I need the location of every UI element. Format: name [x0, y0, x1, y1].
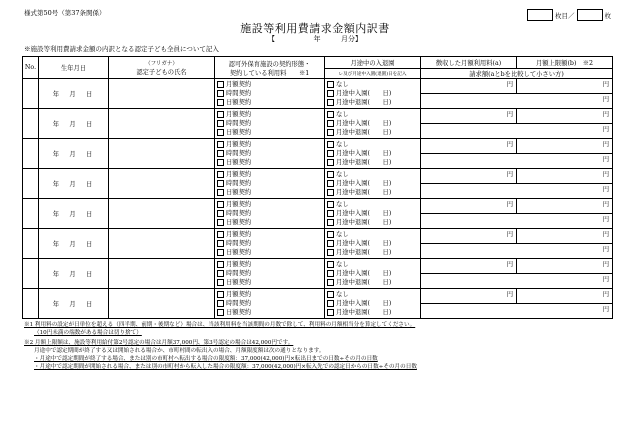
- row-no: [23, 289, 39, 319]
- birth-date-cell[interactable]: 年 月 日: [39, 169, 109, 199]
- contract-option-checkbox[interactable]: 時間契約: [217, 269, 322, 278]
- enroll-cell: [325, 169, 421, 199]
- enroll-cell: [325, 199, 421, 229]
- claim-amount-cell[interactable]: [421, 304, 613, 319]
- footnote-2a: ※2 月額上限額は、施設等利用給付第2号認定の場合は月額37,000円、第3号認定の場合は42,000円です。: [24, 340, 294, 346]
- enroll-cell: [325, 139, 421, 169]
- cap-amount-cell[interactable]: [517, 199, 613, 214]
- enroll-option-checkbox[interactable]: なし: [327, 200, 418, 209]
- row-no: [23, 199, 39, 229]
- birth-date-cell[interactable]: 年 月 日: [39, 259, 109, 289]
- enroll-option-checkbox[interactable]: 月途中退園( 日): [327, 128, 418, 137]
- yen-label: 円: [506, 231, 513, 238]
- fee-amount-cell[interactable]: [421, 139, 517, 154]
- row-no: [23, 169, 39, 199]
- enroll-option-checkbox[interactable]: なし: [327, 230, 418, 239]
- yen-label: 円: [506, 261, 513, 268]
- fee-amount-cell[interactable]: [421, 229, 517, 244]
- yen-label: 円: [602, 246, 609, 253]
- enroll-option-checkbox[interactable]: 月途中退園( 日): [327, 248, 418, 257]
- header-claim: 請求額(aとbを比較して小さい方): [421, 69, 613, 79]
- enroll-option-checkbox[interactable]: なし: [327, 140, 418, 149]
- contract-type-cell: [215, 229, 325, 259]
- detail-table: [22, 56, 613, 319]
- fee-amount-cell[interactable]: [421, 199, 517, 214]
- footnote-1a: ※1 利用料の設定が日単位を超える（四半期、前期・後期など）場合は、当該利用料を当該期間の月数で除して、利用料の月額相当分を算定してください。: [24, 322, 416, 328]
- contract-option-checkbox[interactable]: 月額契約: [217, 80, 322, 89]
- yen-label: 円: [602, 276, 609, 283]
- claim-amount-cell[interactable]: [421, 124, 613, 139]
- form-number: 様式第50号（第37条関係）: [24, 9, 106, 17]
- enroll-cell: [325, 109, 421, 139]
- yen-label: 円: [602, 201, 609, 208]
- birth-date-cell[interactable]: 年 月 日: [39, 199, 109, 229]
- cap-amount-cell[interactable]: [517, 259, 613, 274]
- child-name-cell[interactable]: [109, 199, 215, 229]
- contract-option-checkbox[interactable]: 月額契約: [217, 170, 322, 179]
- claim-amount-cell[interactable]: [421, 244, 613, 259]
- footnote-2d: ・月途中で認定期間が開始される場合、または別の市町村から転入した場合の限度額：37,000(42,000)円×転入先での認定日からの日数÷その月の日数: [34, 364, 417, 370]
- header-enroll-sub: レ及び月途中入園(退園)日を記入: [325, 69, 421, 79]
- contract-type-cell: [215, 109, 325, 139]
- contract-option-checkbox[interactable]: 月額契約: [217, 140, 322, 149]
- footnote-2c: ・月途中で認定期間が終了する場合、または別の市町村へ転出する場合の限度額：37,000(42,000)円×転出日までの日数÷その月の日数: [34, 356, 378, 362]
- enroll-option-checkbox[interactable]: 月途中退園( 日): [327, 278, 418, 287]
- yen-label: 円: [506, 201, 513, 208]
- yen-label: 円: [602, 216, 609, 223]
- cap-amount-cell[interactable]: [517, 109, 613, 124]
- birth-date-cell[interactable]: 年 月 日: [39, 79, 109, 109]
- contract-option-checkbox[interactable]: 月額契約: [217, 110, 322, 119]
- cap-amount-cell[interactable]: [517, 289, 613, 304]
- yen-label: 円: [506, 171, 513, 178]
- contract-option-checkbox[interactable]: 時間契約: [217, 179, 322, 188]
- header-no: No.: [23, 57, 39, 79]
- contract-option-checkbox[interactable]: 日額契約: [217, 98, 322, 107]
- birth-date-cell[interactable]: 年 月 日: [39, 229, 109, 259]
- fee-amount-cell[interactable]: [421, 109, 517, 124]
- child-name-cell[interactable]: [109, 259, 215, 289]
- year-month-line: 【 年 月分】: [268, 35, 362, 43]
- fee-amount-cell[interactable]: [421, 259, 517, 274]
- contract-option-checkbox[interactable]: 月額契約: [217, 230, 322, 239]
- contract-type-cell: [215, 139, 325, 169]
- contract-option-checkbox[interactable]: 日額契約: [217, 158, 322, 167]
- cap-amount-cell[interactable]: [517, 79, 613, 94]
- birth-date-cell[interactable]: 年 月 日: [39, 109, 109, 139]
- enroll-option-checkbox[interactable]: 月途中退園( 日): [327, 98, 418, 107]
- contract-option-checkbox[interactable]: 時間契約: [217, 239, 322, 248]
- page-total-label: 枚: [604, 11, 611, 20]
- footnote-2b: 月途中で認定期間が終了する又は開始される場合か、市町村間の転出入の場合、月額限度額は次の通りとなります。: [34, 348, 325, 354]
- table-row: [23, 229, 613, 244]
- birth-date-cell[interactable]: 年 月 日: [39, 289, 109, 319]
- child-name-cell[interactable]: [109, 229, 215, 259]
- document-title: 施設等利用費請求金額内訳書: [240, 22, 390, 35]
- yen-label: 円: [506, 141, 513, 148]
- yen-label: 円: [602, 156, 609, 163]
- claim-amount-cell[interactable]: [421, 154, 613, 169]
- contract-type-cell: [215, 79, 325, 109]
- contract-option-checkbox[interactable]: 日額契約: [217, 308, 322, 317]
- contract-type-cell: [215, 169, 325, 199]
- contract-option-checkbox[interactable]: 時間契約: [217, 89, 322, 98]
- enroll-cell: [325, 289, 421, 319]
- child-name-cell[interactable]: [109, 289, 215, 319]
- yen-label: 円: [602, 171, 609, 178]
- enroll-option-checkbox[interactable]: 月途中退園( 日): [327, 308, 418, 317]
- fee-amount-cell[interactable]: [421, 289, 517, 304]
- table-row: [23, 79, 613, 94]
- enroll-option-checkbox[interactable]: なし: [327, 110, 418, 119]
- yen-label: 円: [602, 81, 609, 88]
- child-name-cell[interactable]: [109, 169, 215, 199]
- child-name-cell[interactable]: [109, 79, 215, 109]
- contract-option-checkbox[interactable]: 日額契約: [217, 128, 322, 137]
- enroll-cell: [325, 79, 421, 109]
- enroll-option-checkbox[interactable]: 月途中退園( 日): [327, 218, 418, 227]
- contract-option-checkbox[interactable]: 時間契約: [217, 119, 322, 128]
- contract-option-checkbox[interactable]: 月額契約: [217, 290, 322, 299]
- header-fee: 徴収した月額利用料(a): [421, 57, 517, 69]
- enroll-option-checkbox[interactable]: 月途中退園( 日): [327, 158, 418, 167]
- table-row: [23, 169, 613, 184]
- yen-label: 円: [602, 306, 609, 313]
- claim-amount-cell[interactable]: [421, 214, 613, 229]
- enroll-option-checkbox[interactable]: なし: [327, 170, 418, 179]
- enroll-option-checkbox[interactable]: なし: [327, 290, 418, 299]
- yen-label: 円: [602, 126, 609, 133]
- enroll-option-checkbox[interactable]: なし: [327, 80, 418, 89]
- enroll-cell: [325, 259, 421, 289]
- header-name: （フリガナ） 認定子どもの氏名: [109, 57, 215, 79]
- yen-label: 円: [602, 96, 609, 103]
- yen-label: 円: [506, 291, 513, 298]
- table-row: [23, 199, 613, 214]
- enroll-option-checkbox[interactable]: 月途中入園( 日): [327, 119, 418, 128]
- contract-option-checkbox[interactable]: 日額契約: [217, 188, 322, 197]
- contract-option-checkbox[interactable]: 月額契約: [217, 260, 322, 269]
- contract-option-checkbox[interactable]: 日額契約: [217, 218, 322, 227]
- contract-option-checkbox[interactable]: 日額契約: [217, 248, 322, 257]
- contract-option-checkbox[interactable]: 月額契約: [217, 200, 322, 209]
- enroll-option-checkbox[interactable]: 月途中入園( 日): [327, 149, 418, 158]
- enroll-option-checkbox[interactable]: 月途中入園( 日): [327, 239, 418, 248]
- header-contract: 認可外保育施設の契約形態・ 契約している利用料 ※1: [215, 57, 325, 79]
- enroll-option-checkbox[interactable]: 月途中入園( 日): [327, 269, 418, 278]
- contract-type-cell: [215, 289, 325, 319]
- claim-amount-cell[interactable]: [421, 184, 613, 199]
- contract-option-checkbox[interactable]: 日額契約: [217, 278, 322, 287]
- enroll-option-checkbox[interactable]: 月途中入園( 日): [327, 209, 418, 218]
- yen-label: 円: [602, 141, 609, 148]
- instruction-note: ※施設等利用費請求金額の内訳となる認定子ども全員について記入: [24, 45, 219, 53]
- yen-label: 円: [602, 231, 609, 238]
- contract-option-checkbox[interactable]: 時間契約: [217, 209, 322, 218]
- child-name-cell[interactable]: [109, 109, 215, 139]
- table-row: [23, 139, 613, 154]
- enroll-option-checkbox[interactable]: 月途中入園( 日): [327, 299, 418, 308]
- row-no: [23, 79, 39, 109]
- yen-label: 円: [602, 261, 609, 268]
- row-no: [23, 259, 39, 289]
- yen-label: 円: [506, 111, 513, 118]
- claim-amount-cell[interactable]: [421, 274, 613, 289]
- contract-option-checkbox[interactable]: 時間契約: [217, 149, 322, 158]
- enroll-option-checkbox[interactable]: 月途中入園( 日): [327, 89, 418, 98]
- table-row: [23, 109, 613, 124]
- page-label: 枚目／: [555, 11, 575, 20]
- enroll-option-checkbox[interactable]: なし: [327, 260, 418, 269]
- enroll-option-checkbox[interactable]: 月途中退園( 日): [327, 188, 418, 197]
- row-no: [23, 229, 39, 259]
- header-enroll: 月途中の入退園: [325, 57, 421, 69]
- header-birth: 生年月日: [39, 57, 109, 79]
- yen-label: 円: [602, 186, 609, 193]
- header-cap: 月額上限額(b) ※2: [517, 57, 613, 69]
- child-name-cell[interactable]: [109, 139, 215, 169]
- cap-amount-cell[interactable]: [517, 169, 613, 184]
- fee-amount-cell[interactable]: [421, 79, 517, 94]
- contract-type-cell: [215, 199, 325, 229]
- contract-option-checkbox[interactable]: 時間契約: [217, 299, 322, 308]
- birth-date-cell[interactable]: 年 月 日: [39, 139, 109, 169]
- claim-amount-cell[interactable]: [421, 94, 613, 109]
- enroll-cell: [325, 229, 421, 259]
- fee-amount-cell[interactable]: [421, 169, 517, 184]
- cap-amount-cell[interactable]: [517, 229, 613, 244]
- yen-label: 円: [506, 81, 513, 88]
- yen-label: 円: [602, 291, 609, 298]
- contract-type-cell: [215, 259, 325, 289]
- table-row: [23, 289, 613, 304]
- row-no: [23, 139, 39, 169]
- enroll-option-checkbox[interactable]: 月途中入園( 日): [327, 179, 418, 188]
- row-no: [23, 109, 39, 139]
- cap-amount-cell[interactable]: [517, 139, 613, 154]
- table-row: [23, 259, 613, 274]
- footnote-1b: （10円未満の端数がある場合は切り捨て）: [34, 330, 142, 336]
- yen-label: 円: [602, 111, 609, 118]
